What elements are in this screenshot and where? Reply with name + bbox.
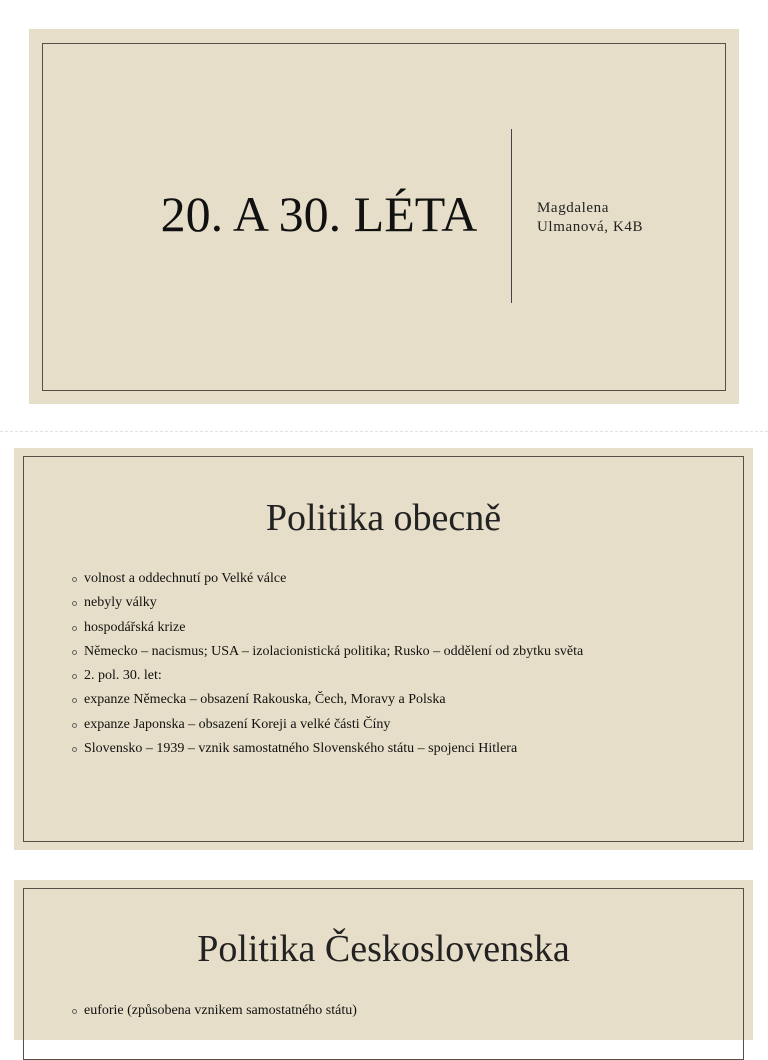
bullet-item: expanze Německa – obsazení Rakouska, Čech, Moravy a Polska bbox=[72, 688, 583, 712]
bullet-item: Německo – nacismus; USA – izolacionistická politika; Rusko – oddělení od zbytku světa bbox=[72, 640, 583, 664]
author-block bbox=[537, 199, 717, 237]
slide-politika-ceskoslovenska bbox=[14, 880, 753, 1040]
slide-title: Politika obecně bbox=[265, 497, 502, 539]
slide-title: Politika Československa bbox=[197, 928, 570, 970]
bullet-item: nebyly války bbox=[72, 591, 583, 615]
bullet-item: Slovensko – 1939 – vznik samostatného Slovenského státu – spojenci Hitlera bbox=[72, 737, 583, 761]
slide-politika-obecne bbox=[14, 448, 753, 850]
author-surname-class: Ulmanová, K4B bbox=[537, 219, 644, 235]
slide-frame bbox=[23, 888, 744, 1060]
bullet-list bbox=[72, 999, 357, 1023]
bullet-item: expanze Japonska – obsazení Koreji a velké části Číny bbox=[72, 713, 583, 737]
bullet-list bbox=[72, 567, 583, 761]
author-first-name: Magdalena bbox=[537, 200, 610, 216]
slide-separator bbox=[0, 431, 768, 432]
bullet-item: 2. pol. 30. let: bbox=[72, 664, 583, 688]
bullet-item: euforie (způsobena vznikem samostatného státu) bbox=[72, 999, 357, 1023]
vertical-divider bbox=[511, 129, 512, 303]
slide-title: 20. A 30. LÉTA bbox=[160, 186, 478, 242]
title-slide bbox=[29, 29, 739, 404]
bullet-item: hospodářská krize bbox=[72, 616, 583, 640]
bullet-item: volnost a oddechnutí po Velké válce bbox=[72, 567, 583, 591]
